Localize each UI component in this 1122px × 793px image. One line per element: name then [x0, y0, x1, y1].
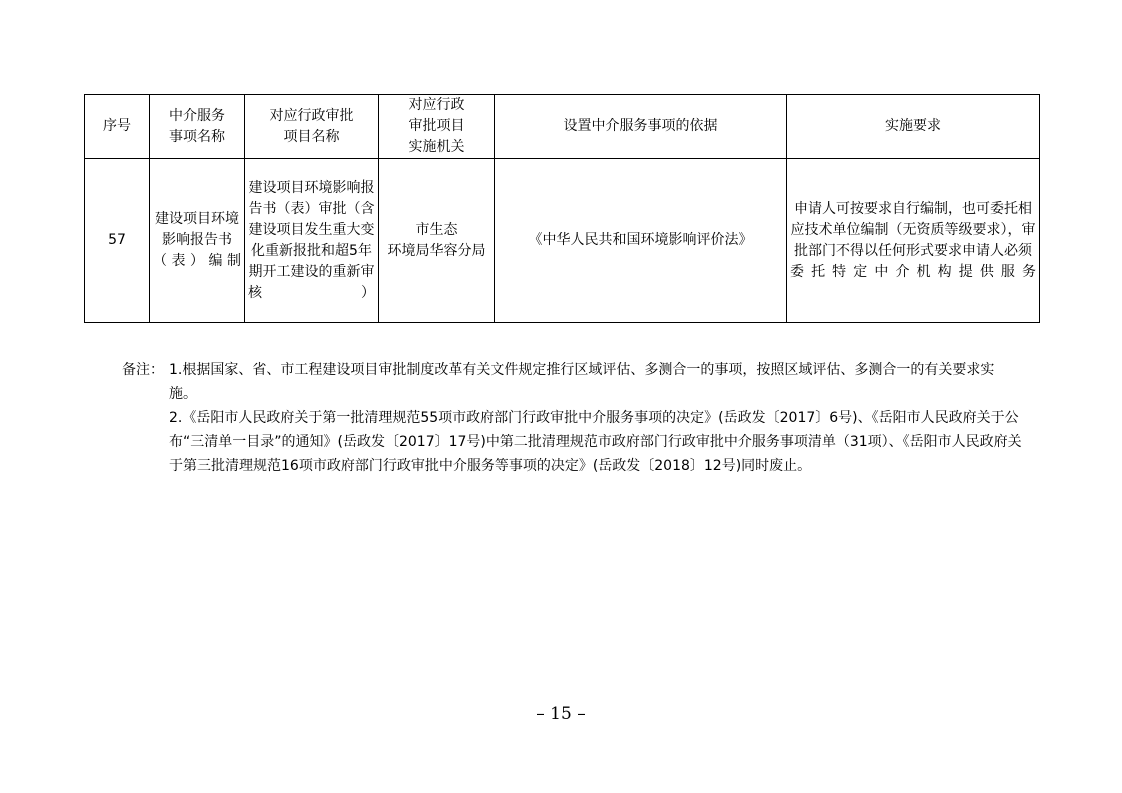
remarks-section [122, 358, 1022, 478]
header-approval-item: 对应行政审批 项目名称 [245, 95, 379, 159]
row-index: 57 [85, 159, 150, 323]
service-items-table [84, 94, 1040, 323]
row-approval-item: 建设项目环境影响报告书（表）审批（含建设项目发生重大变化重新报批和超5年期开工建设的重新审核） [245, 159, 379, 323]
table-header-row [85, 95, 1040, 159]
row-requirement: 申请人可按要求自行编制，也可委托相应技术单位编制（无资质等级要求），审批部门不得以任何形式要求申请人必须委托特定中介机构提供服务 [787, 159, 1040, 323]
header-authority: 对应行政 审批项目 实施机关 [379, 95, 495, 159]
remark-item-1 [122, 358, 1022, 406]
remark-text-2: 2.《岳阳市人民政府关于第一批清理规范55项市政府部门行政审批中介服务事项的决定》(岳政发〔2017〕6号)、《岳阳市人民政府关于公布“三清单一目录”的通知》(岳政发〔2017〕17号)中第二批清理规范市政府部门行政审批中介服务事项清单（31项）、《岳阳市人民政府关于第三批清理规范16项市政府部门行政审批中介服务等事项的决定》(岳政发〔2018〕12号)同时废止。 [169, 410, 1022, 474]
remark-item-2 [169, 406, 1022, 478]
row-authority: 市生态 环境局华容分局 [379, 159, 495, 323]
remarks-label: 备注： [122, 362, 164, 378]
page-number: – 15 – [536, 704, 586, 724]
table-row [85, 159, 1040, 323]
header-index: 序号 [85, 95, 150, 159]
header-basis: 设置中介服务事项的依据 [495, 95, 787, 159]
row-basis: 《中华人民共和国环境影响评价法》 [495, 159, 787, 323]
header-requirement: 实施要求 [787, 95, 1040, 159]
row-service-name: 建设项目环境影响报告书（表）编制 [150, 159, 245, 323]
header-service-name: 中介服务 事项名称 [150, 95, 245, 159]
remark-text-1: 1.根据国家、省、市工程建设项目审批制度改革有关文件规定推行区域评估、多测合一的事项，按照区域评估、多测合一的有关要求实施。 [169, 362, 995, 402]
